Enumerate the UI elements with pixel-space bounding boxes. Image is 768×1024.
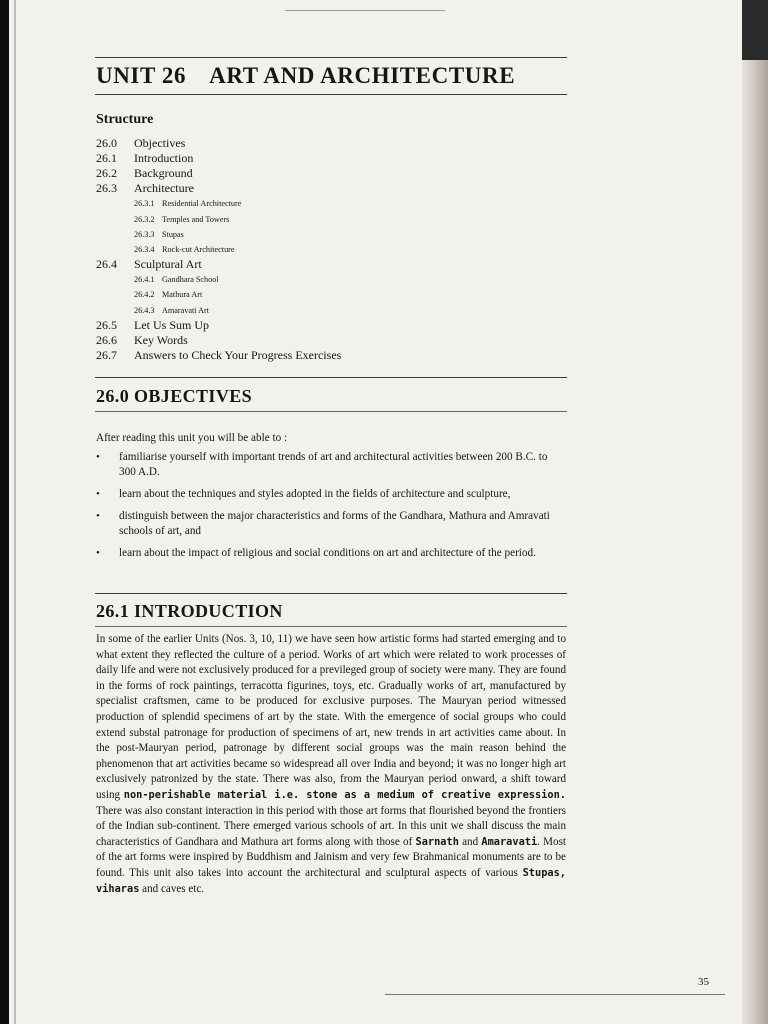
structure-list (96, 136, 556, 363)
structure-item (96, 257, 556, 272)
structure-item-label: Introduction (134, 151, 194, 166)
objectives-rule-top (95, 377, 567, 378)
intro-bold-1: non-perishable material i.e. stone as a medium of creative expression. (123, 788, 566, 801)
structure-item (96, 318, 556, 333)
structure-item-number: 26.3.1 (134, 199, 155, 209)
structure-item-label: Rock-cut Architecture (162, 244, 235, 254)
bullet-icon: • (96, 451, 100, 463)
objective-item (96, 509, 556, 539)
scan-right-edge (742, 0, 768, 1024)
page-number: 35 (698, 976, 709, 988)
structure-item-label: Amaravati Art (162, 305, 210, 315)
structure-item-label: Background (134, 166, 193, 181)
introduction-rule-top (95, 593, 567, 594)
structure-item (96, 151, 556, 166)
objectives-heading: 26.0 OBJECTIVES (96, 386, 253, 406)
structure-item-label: Stupas (162, 229, 184, 239)
header-rule-top (95, 57, 567, 58)
structure-subitem (96, 212, 556, 227)
structure-subitem (96, 227, 556, 242)
structure-subitem (96, 242, 556, 257)
bullet-icon: • (96, 547, 100, 559)
scan-left-edge (0, 0, 9, 1024)
structure-item (96, 166, 556, 181)
bullet-icon: • (96, 488, 100, 500)
scan-left-line (14, 0, 16, 1024)
objective-item (96, 487, 556, 502)
structure-item (96, 333, 556, 348)
header-rule-bottom (95, 94, 567, 95)
introduction-heading: 26.1 INTRODUCTION (96, 601, 283, 621)
structure-heading: Structure (96, 112, 154, 127)
unit-title (96, 63, 515, 89)
bullet-icon: • (96, 510, 100, 522)
intro-text-3: and (458, 835, 482, 848)
structure-item-number: 26.1 (96, 151, 117, 166)
scan-right-corner (742, 0, 768, 60)
structure-item (96, 181, 556, 196)
intro-bold-2: Sarnath (415, 835, 459, 848)
top-mark-line (285, 10, 445, 11)
structure-item-label: Answers to Check Your Progress Exercises (134, 347, 342, 362)
footer-rule (385, 994, 725, 995)
objective-text: distinguish between the major characteristics and forms of the Gandhara, Mathura and Amravati schools of art, and (119, 510, 550, 537)
intro-text-2: There was also constant interaction in this period with those art forms that flourished beyond the frontiers of the Indian sub-continent. There emerged various schools of art. In this unit we shall discuss the main characteristics of Gandhara and Mathura art forms along with those of (96, 804, 566, 848)
introduction-paragraph (96, 632, 566, 897)
objective-item (96, 450, 556, 480)
structure-item-label: Sculptural Art (134, 257, 202, 272)
unit-name: ART AND ARCHITECTURE (209, 63, 516, 88)
structure-item-number: 26.6 (96, 332, 117, 347)
structure-item-number: 26.4 (96, 257, 117, 272)
structure-item-number: 26.4.2 (134, 290, 155, 300)
objectives-rule-bottom (95, 411, 567, 412)
structure-item-label: Mathura Art (162, 290, 203, 300)
intro-text-5: and caves etc. (139, 882, 205, 895)
structure-item-label: Temples and Towers (162, 214, 230, 224)
structure-subitem (96, 303, 556, 318)
objectives-list (96, 450, 556, 568)
structure-item-number: 26.5 (96, 317, 117, 332)
structure-item-number: 26.2 (96, 166, 117, 181)
intro-bold-3: Amaravati (481, 835, 538, 848)
structure-item-label: Residential Architecture (162, 199, 242, 209)
intro-text-4: . Most of the art forms were inspired by Buddhism and Jainism and very few Brahmanical monuments are to be found. This unit also takes into account the architectural and sculptural aspects of various (96, 835, 566, 879)
structure-subitem (96, 272, 556, 287)
structure-item-number: 26.3.2 (134, 214, 155, 224)
structure-item-label: Key Words (134, 332, 188, 347)
objective-text: learn about the impact of religious and social conditions on art and architecture of the period. (119, 547, 536, 559)
structure-item-label: Architecture (134, 181, 194, 196)
objective-text: familiarise yourself with important trends of art and architectural activities between 200 B.C. to 300 A.D. (119, 451, 548, 478)
structure-item-label: Gandhara School (162, 275, 219, 285)
structure-item-number: 26.7 (96, 347, 117, 362)
structure-item-number: 26.3.3 (134, 229, 155, 239)
unit-number: UNIT 26 (96, 63, 187, 88)
structure-item-number: 26.4.1 (134, 275, 155, 285)
objective-text: learn about the techniques and styles adopted in the fields of architecture and sculpture, (119, 488, 511, 500)
structure-item-number: 26.3.4 (134, 244, 155, 254)
structure-item (96, 136, 556, 151)
structure-item (96, 348, 556, 363)
objectives-intro: After reading this unit you will be able to : (96, 432, 288, 444)
structure-item-label: Objectives (134, 136, 186, 150)
structure-item-label: Let Us Sum Up (134, 317, 209, 332)
objective-item (96, 546, 556, 561)
structure-item-number: 26.4.3 (134, 305, 155, 315)
structure-subitem (96, 196, 556, 211)
structure-item-number: 26.0 (96, 136, 117, 150)
structure-subitem (96, 287, 556, 302)
intro-bold-4: Stupas, viharas (96, 866, 566, 895)
intro-text-1: In some of the earlier Units (Nos. 3, 10, 11) we have seen how artistic forms had started emerging and to what extent they reflected the culture of a period. Works of art which were related to work processes of daily life and were not exclusively produced for a previleged group of society were many. They are found in the forms of rock paintings, terracotta figurines, toys, etc. Gradually works of art, manufactured by specialist craftsmen, came to be produced for exclusive purposes. The Mauryan period witnessed production of splendid specimens of art by the state. With the emergence of social groups who could extend substal patronage for production of specimens of art, new trends in art activities came about. In the post-Mauryan period, patronage by different social groups was the main reason behind the phenomenon that art activities became so widespread all over India and beyond; it was no longer high art exclusively patronized by the state. There was also, from the Mauryan period onward, a shift toward using (96, 633, 566, 801)
introduction-rule-bottom (95, 626, 567, 627)
structure-item-number: 26.3 (96, 181, 117, 196)
